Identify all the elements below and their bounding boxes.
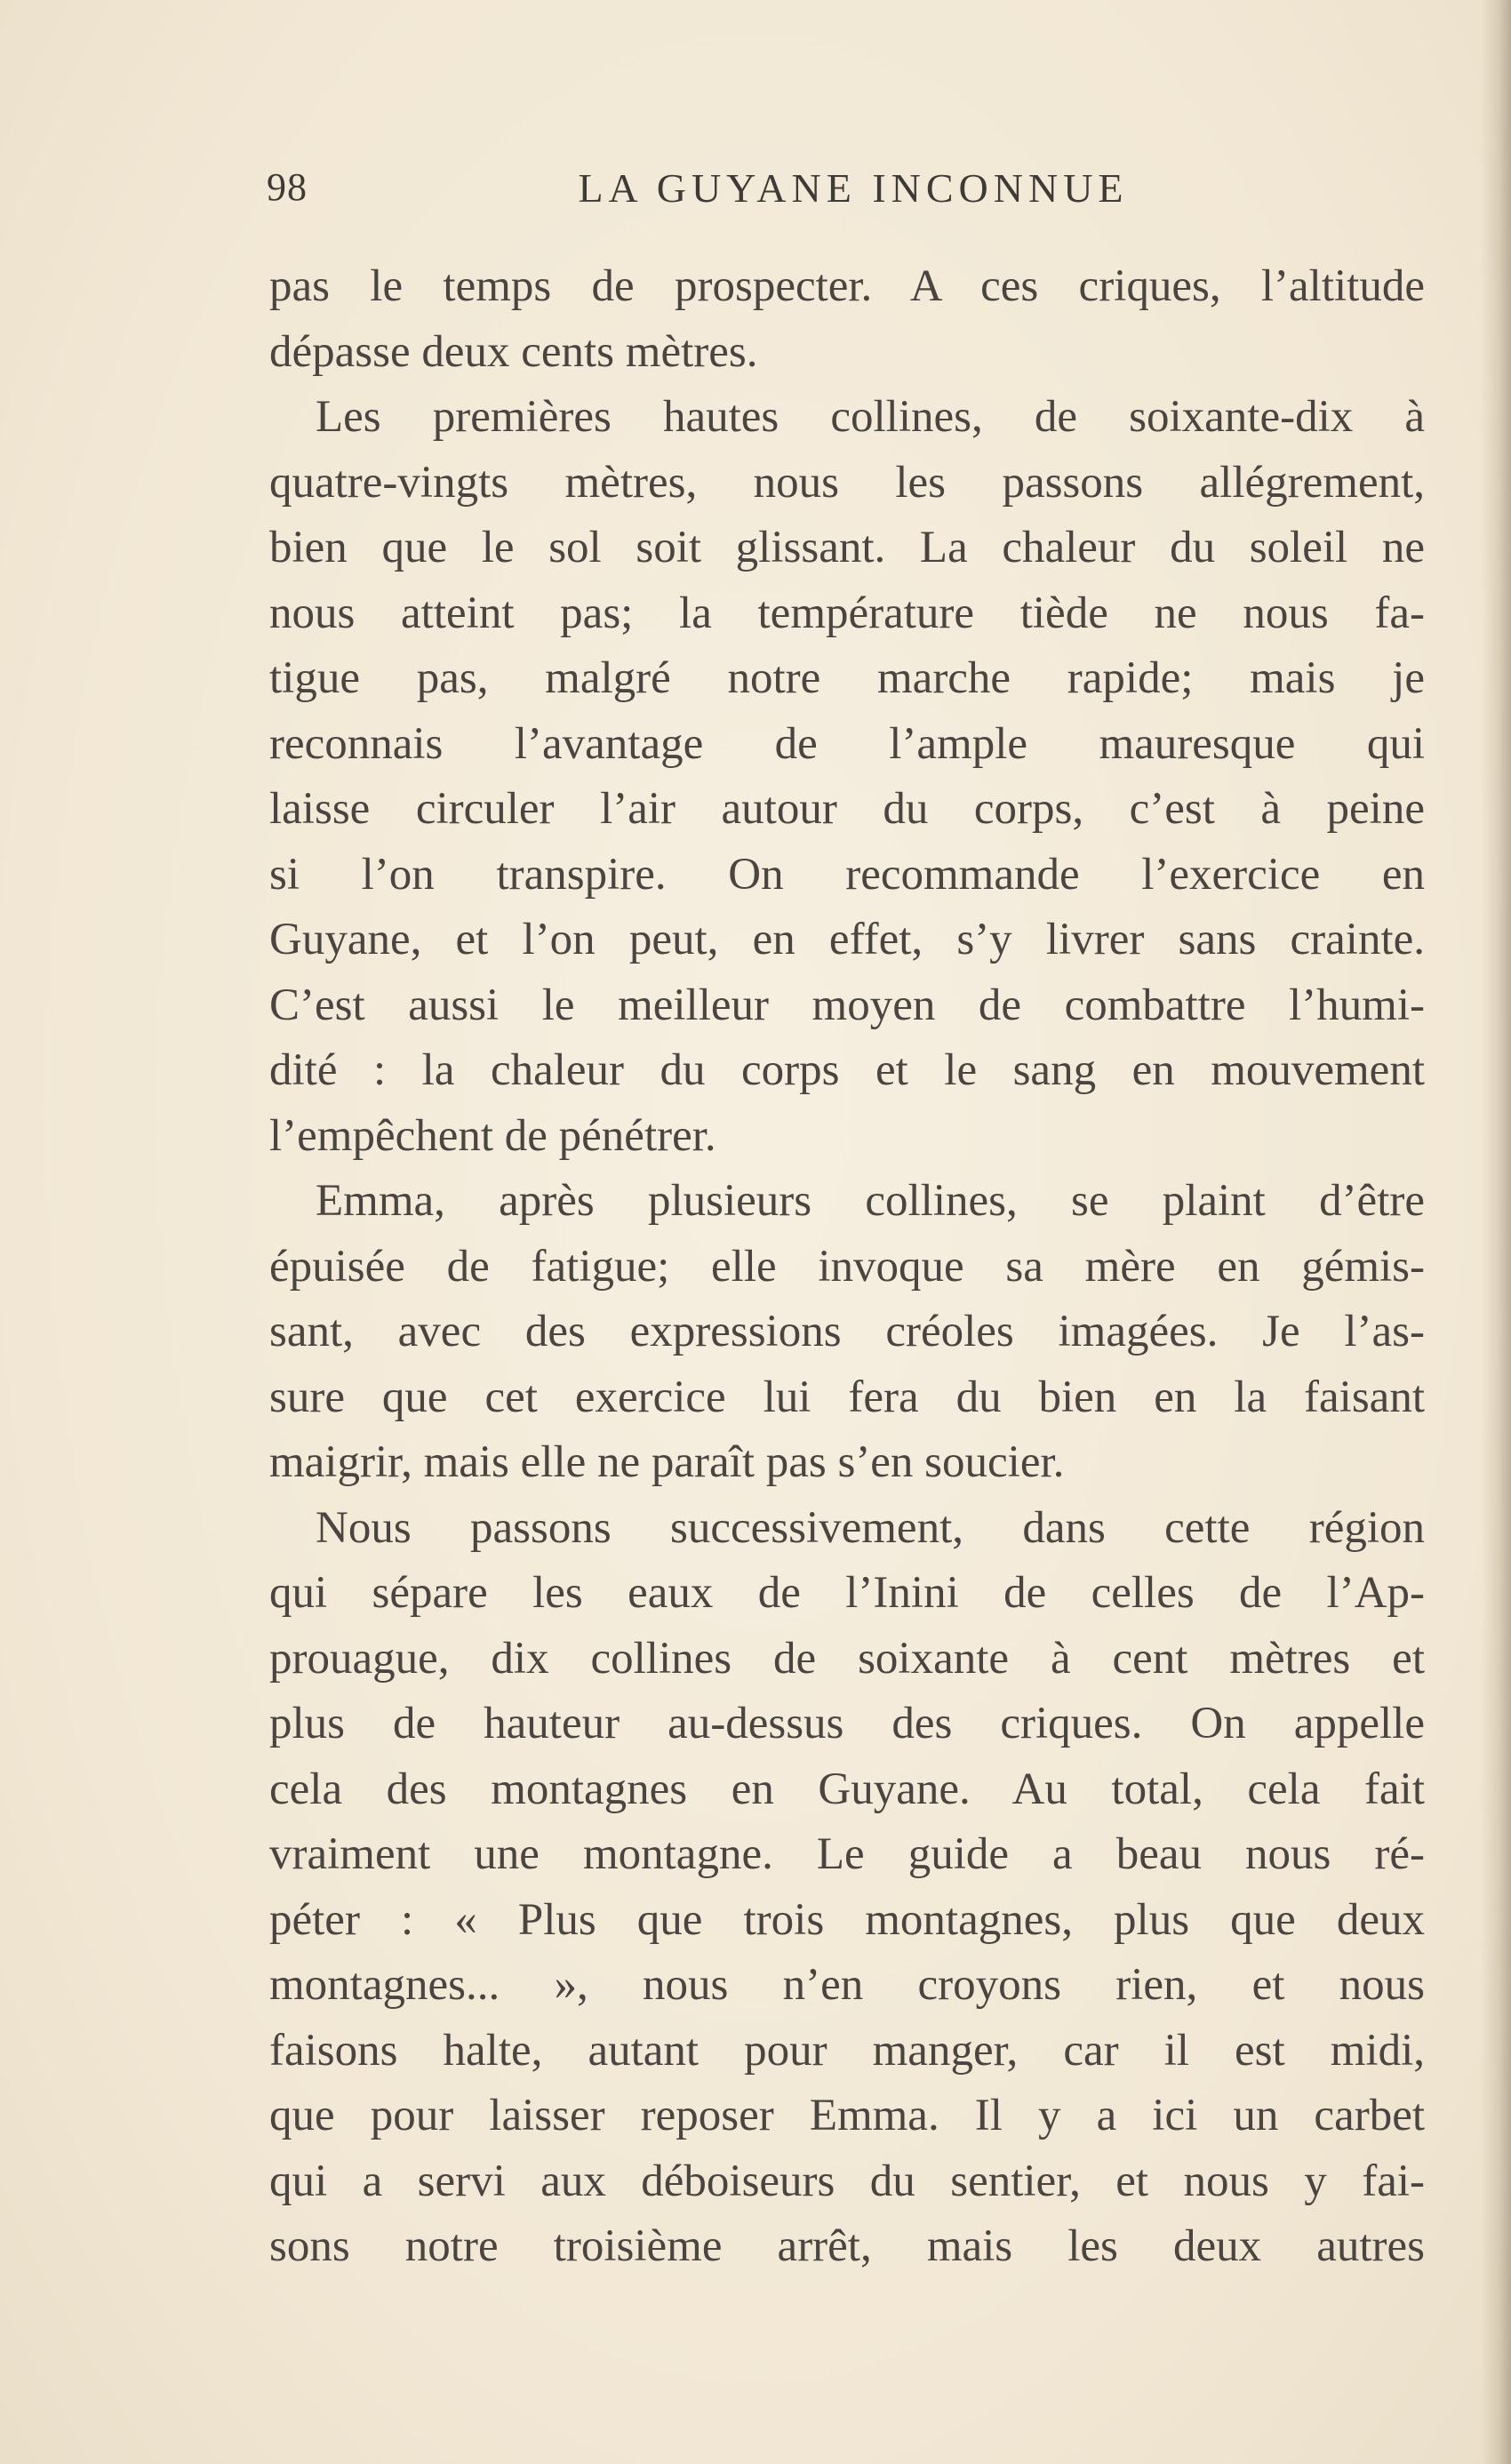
- text-line: dépasse deux cents mètres.: [269, 326, 758, 377]
- page-header: [267, 164, 1440, 218]
- text-line: Emma, après plusieurs collines, se plaint d’être: [316, 1176, 1425, 1226]
- text-line: bien que le sol soit glissant. La chaleur du soleil ne: [269, 523, 1425, 572]
- text-line: vraiment une montagne. Le guide a beau nous ré-: [269, 1829, 1425, 1879]
- text-line: Nous passons successivement, dans cette région: [316, 1502, 1425, 1553]
- text-line: qui sépare les eaux de l’Inini de celles de l’Ap-: [269, 1568, 1425, 1618]
- text-line: l’empêchent de pénétrer.: [269, 1110, 716, 1161]
- text-line: prouague, dix collines de soixante à cent mètres et: [269, 1633, 1425, 1684]
- text-line: sons notre troisième arrêt, mais les deux autres: [269, 2221, 1425, 2271]
- text-line: qui a servi aux déboiseurs du sentier, et nous y fai-: [269, 2156, 1425, 2206]
- text-line: faisons halte, autant pour manger, car il est midi,: [269, 2025, 1425, 2076]
- text-line: C’est aussi le meilleur moyen de combattre l’humi-: [269, 980, 1425, 1030]
- text-line: tigue pas, malgré notre marche rapide; mais je: [269, 653, 1425, 703]
- text-line: cela des montagnes en Guyane. Au total, cela fait: [269, 1764, 1425, 1814]
- text-line: dité : la chaleur du corps et le sang en mouvement: [269, 1045, 1425, 1095]
- running-title: LA GUYANE INCONNUE: [578, 165, 1129, 211]
- text-line: reconnais l’avantage de l’ample mauresque qui: [269, 718, 1425, 769]
- text-line: montagnes... », nous n’en croyons rien, et nous: [269, 1960, 1425, 2010]
- text-line: si l’on transpire. On recommande l’exercice en: [269, 849, 1425, 900]
- text-line: Les premières hautes collines, de soixante-dix à: [316, 392, 1425, 442]
- text-line: sure que cet exercice lui fera du bien en la faisant: [269, 1372, 1425, 1422]
- text-line: laisse circuler l’air autour du corps, c’est à peine: [269, 784, 1425, 834]
- text-line: quatre-vingts mètres, nous les passons allégrement,: [269, 457, 1425, 508]
- text-line: que pour laisser reposer Emma. Il y a ici un carbet: [269, 2091, 1425, 2140]
- text-line: péter : « Plus que trois montagnes, plus que deux: [269, 1894, 1425, 1945]
- page-number: 98: [267, 165, 308, 209]
- text-line: plus de hauteur au-dessus des criques. On appelle: [269, 1699, 1425, 1748]
- body-text: [269, 254, 1425, 2280]
- text-line: sant, avec des expressions créoles imagées. Je l’as-: [269, 1307, 1425, 1356]
- text-line: Guyane, et l’on peut, en effet, s’y livrer sans crainte.: [269, 915, 1425, 964]
- page-edge-shadow: [1481, 0, 1511, 2464]
- text-line: pas le temps de prospecter. A ces criques, l’altitude: [269, 261, 1425, 311]
- text-line: nous atteint pas; la température tiède ne nous fa-: [269, 588, 1425, 638]
- text-line: maigrir, mais elle ne paraît pas s’en soucier.: [269, 1437, 1065, 1487]
- text-line: épuisée de fatigue; elle invoque sa mère en gémis-: [269, 1241, 1425, 1292]
